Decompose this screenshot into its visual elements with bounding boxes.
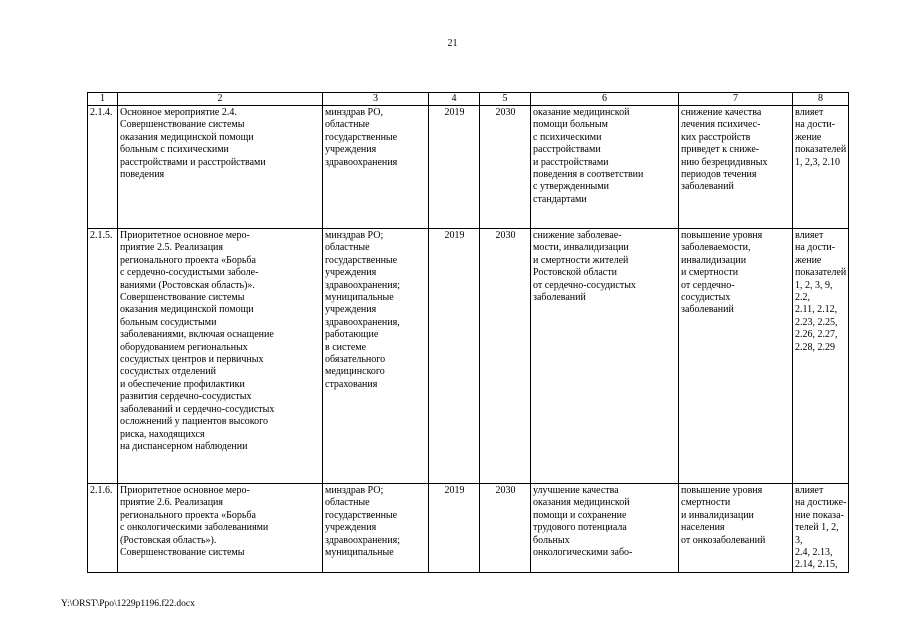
measure-cell: Приоритетное основное меро- приятие 2.5. Реализация регионального проекта «Борьба с сердечно-сосудистыми заболе- ваниями (Ростовская область)». Совершенствование системы оказания медицинской помощи больным сосудистыми заболеваниями, включая оснащение оборудованием региональных сосудистых центров и первичных сосудистых отделений и обеспечение профилактики развития сердечно-сосудистых заболеваний и сердечно-сосудистых осложнений у пациентов высокого риска, находящихся на диспансерном наблюдении: [118, 229, 323, 484]
column-header: 2: [118, 93, 323, 106]
column-header: 4: [429, 93, 480, 106]
column-header: 3: [323, 93, 429, 106]
expected-result-cell: оказание медицинской помощи больным с психическими расстройствами и расстройствами поведения в соответствии с утвержденными стандартами: [531, 106, 679, 229]
end-year-cell: 2030: [480, 106, 531, 229]
table-row: [88, 484, 849, 573]
column-header: 1: [88, 93, 118, 106]
end-year-cell: 2030: [480, 229, 531, 484]
row-number-cell: 2.1.6.: [88, 484, 118, 573]
row-number-cell: 2.1.4.: [88, 106, 118, 229]
executor-cell: минздрав РО; областные государственные учреждения здравоохранения; муниципальные: [323, 484, 429, 573]
consequence-cell: повышение уровня смертности и инвалидизации населения от онкозаболеваний: [679, 484, 793, 573]
start-year-cell: 2019: [429, 106, 480, 229]
table-row: [88, 106, 849, 229]
column-header: 8: [793, 93, 849, 106]
page-number: 21: [447, 38, 458, 49]
program-measures-table: [87, 92, 849, 573]
row-number-cell: 2.1.5.: [88, 229, 118, 484]
indicator-link-cell: влияет на дости- жение показателей 1, 2, 3, 9, 2.2, 2.11, 2.12, 2.23, 2.25, 2.26, 2.27, 2.28, 2.29: [793, 229, 849, 484]
measure-cell: Приоритетное основное меро- приятие 2.6. Реализация регионального проекта «Борьба с онкологическими заболеваниями (Ростовская область»). Совершенствование системы: [118, 484, 323, 573]
expected-result-cell: улучшение качества оказания медицинской помощи и сохранение трудового потенциала больных онкологическими забо-: [531, 484, 679, 573]
consequence-cell: повышение уровня заболеваемости, инвалидизации и смертности от сердечно- сосудистых заболеваний: [679, 229, 793, 484]
column-header: 6: [531, 93, 679, 106]
start-year-cell: 2019: [429, 229, 480, 484]
end-year-cell: 2030: [480, 484, 531, 573]
start-year-cell: 2019: [429, 484, 480, 573]
column-header: 5: [480, 93, 531, 106]
indicator-link-cell: влияет на достиже- ние показа- телей 1, 2, 3, 2.4, 2.13, 2.14, 2.15,: [793, 484, 849, 573]
executor-cell: минздрав РО, областные государственные учреждения здравоохранения: [323, 106, 429, 229]
column-number-row: [88, 93, 849, 106]
expected-result-cell: снижение заболевае- мости, инвалидизации и смертности жителей Ростовской области от сердечно-сосудистых заболеваний: [531, 229, 679, 484]
consequence-cell: снижение качества лечения психичес- ких расстройств приведет к сниже- нию безрецидивных периодов течения заболеваний: [679, 106, 793, 229]
footer-file-path: Y:\ORST\Ppo\1229p1196.f22.docx: [61, 599, 195, 609]
measure-cell: Основное мероприятие 2.4. Совершенствование системы оказания медицинской помощи больным с психическими расстройствами и расстройствами поведения: [118, 106, 323, 229]
executor-cell: минздрав РО; областные государственные учреждения здравоохранения; муниципальные учреждения здравоохранения, работающие в системе обязательного медицинского страхования: [323, 229, 429, 484]
indicator-link-cell: влияет на дости- жение показателей 1, 2,3, 2.10: [793, 106, 849, 229]
column-header: 7: [679, 93, 793, 106]
table-row: [88, 229, 849, 484]
